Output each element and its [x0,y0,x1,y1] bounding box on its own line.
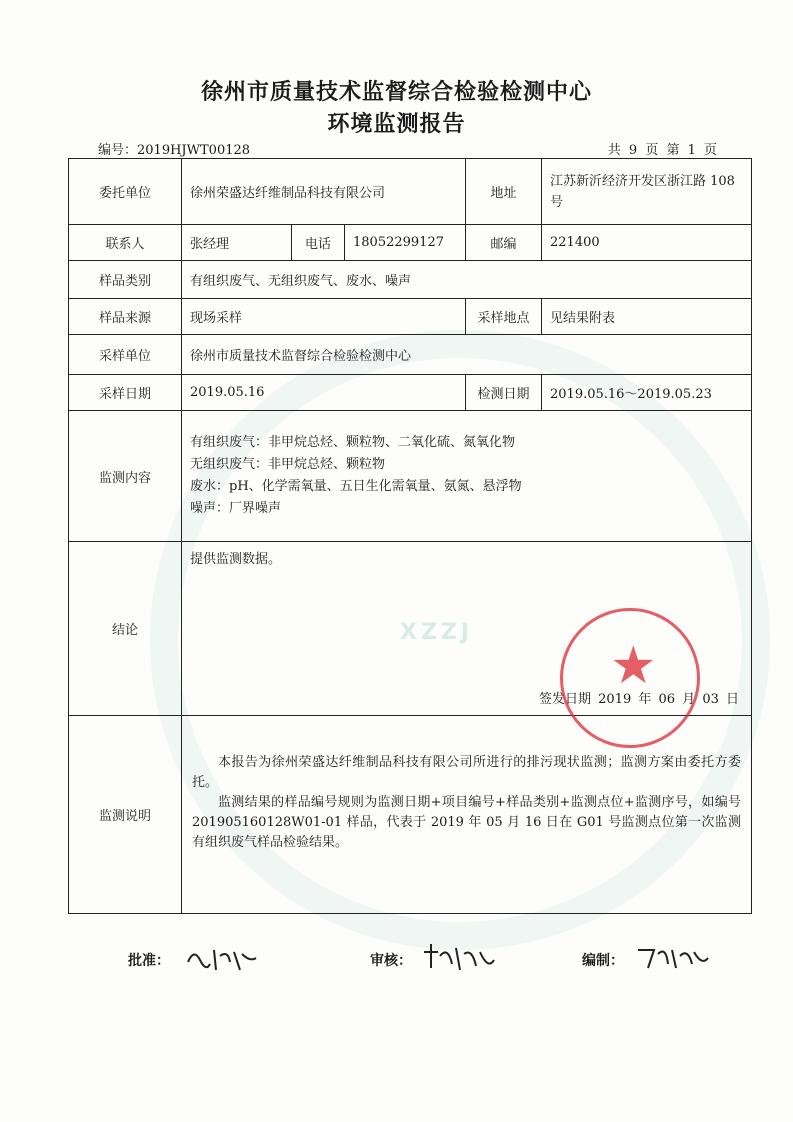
watermark-text: XZZJ [400,620,474,645]
sampling-date-value: 2019.05.16 [182,375,466,411]
sample-type-value: 有组织废气、无组织废气、废水、噪声 [182,261,752,299]
sample-source-value: 现场采样 [182,299,466,335]
report-number-value: 2019HJWT00128 [137,143,251,158]
test-date-label: 检测日期 [466,375,542,411]
content-label: 监测内容 [69,411,182,542]
content-cell [182,411,752,542]
sample-type-label: 样品类别 [69,261,182,299]
phone-value: 18052299127 [345,225,466,261]
postcode-value: 221400 [542,225,752,261]
row-client [69,159,752,225]
content-line: 无组织废气：非甲烷总烃、颗粒物 [190,457,386,472]
review-label: 审核： [370,953,412,969]
report-number [98,139,250,158]
row-notes [69,716,752,914]
page-info: 共 9 页 第 1 页 [607,143,717,158]
client-value: 徐州荣盛达纤维制品科技有限公司 [182,159,466,225]
content-line: 有组织废气：非甲烷总烃、颗粒物、二氧化硫、氮氧化物 [190,435,516,450]
report-subtitle: 环境监测报告 [327,112,466,137]
sample-source-label: 样品来源 [69,299,182,335]
sampling-date-label: 采样日期 [69,375,182,411]
content-line: 噪声：厂界噪声 [190,501,282,516]
approve-signature [180,940,260,976]
address-label: 地址 [466,159,542,225]
notes-paragraph: 本报告为徐州荣盛达纤维制品科技有限公司所进行的排污现状监测；监测方案由委托方委托。 [192,754,741,790]
client-label: 委托单位 [69,159,182,225]
conclusion-cell [182,542,752,716]
report-table [68,158,752,914]
content-line: 废水：pH、化学需氧量、五日生化需氧量、氨氮、悬浮物 [190,479,522,494]
compile-label: 编制： [582,953,624,969]
report-title: 徐州市质量技术监督综合检验检测中心 [200,80,592,105]
sampling-unit-label: 采样单位 [69,335,182,375]
approve-label: 批准： [128,953,170,969]
row-contact [69,225,752,261]
sampling-site-value: 见结果附表 [542,299,752,335]
row-content [69,411,752,542]
address-value: 江苏新沂经济开发区浙江路 108 号 [542,159,752,225]
row-sample-type [69,261,752,299]
notes-cell [182,716,752,914]
compile-signature [632,940,712,976]
conclusion-label: 结论 [69,542,182,716]
row-dates [69,375,752,411]
contact-label: 联系人 [69,225,182,261]
postcode-label: 邮编 [466,225,542,261]
issue-date: 签发日期 2019 年 06 月 03 日 [539,692,739,707]
row-sampling-unit [69,335,752,375]
sampling-unit-value: 徐州市质量技术监督综合检验检测中心 [182,335,752,375]
notes-label: 监测说明 [69,716,182,914]
notes-paragraph: 监测结果的样品编号规则为监测日期+项目编号+样品类别+监测点位+监测序号，如编号 201905160128W01-01 样品，代表于 2019 年 05 月 16 日在 G01 号监测点位第一次监测有组织废气样品检验结果。 [192,794,741,850]
report-number-label: 编号： [98,143,138,158]
conclusion-value: 提供监测数据。 [190,552,282,567]
phone-label: 电话 [292,225,345,261]
sampling-site-label: 采样地点 [466,299,542,335]
seal-star-icon: ★ [610,636,657,696]
row-sample-source [69,299,752,335]
review-signature [418,940,498,976]
content-lines [190,432,743,520]
contact-value: 张经理 [182,225,292,261]
test-date-value: 2019.05.16～2019.05.23 [542,375,752,411]
